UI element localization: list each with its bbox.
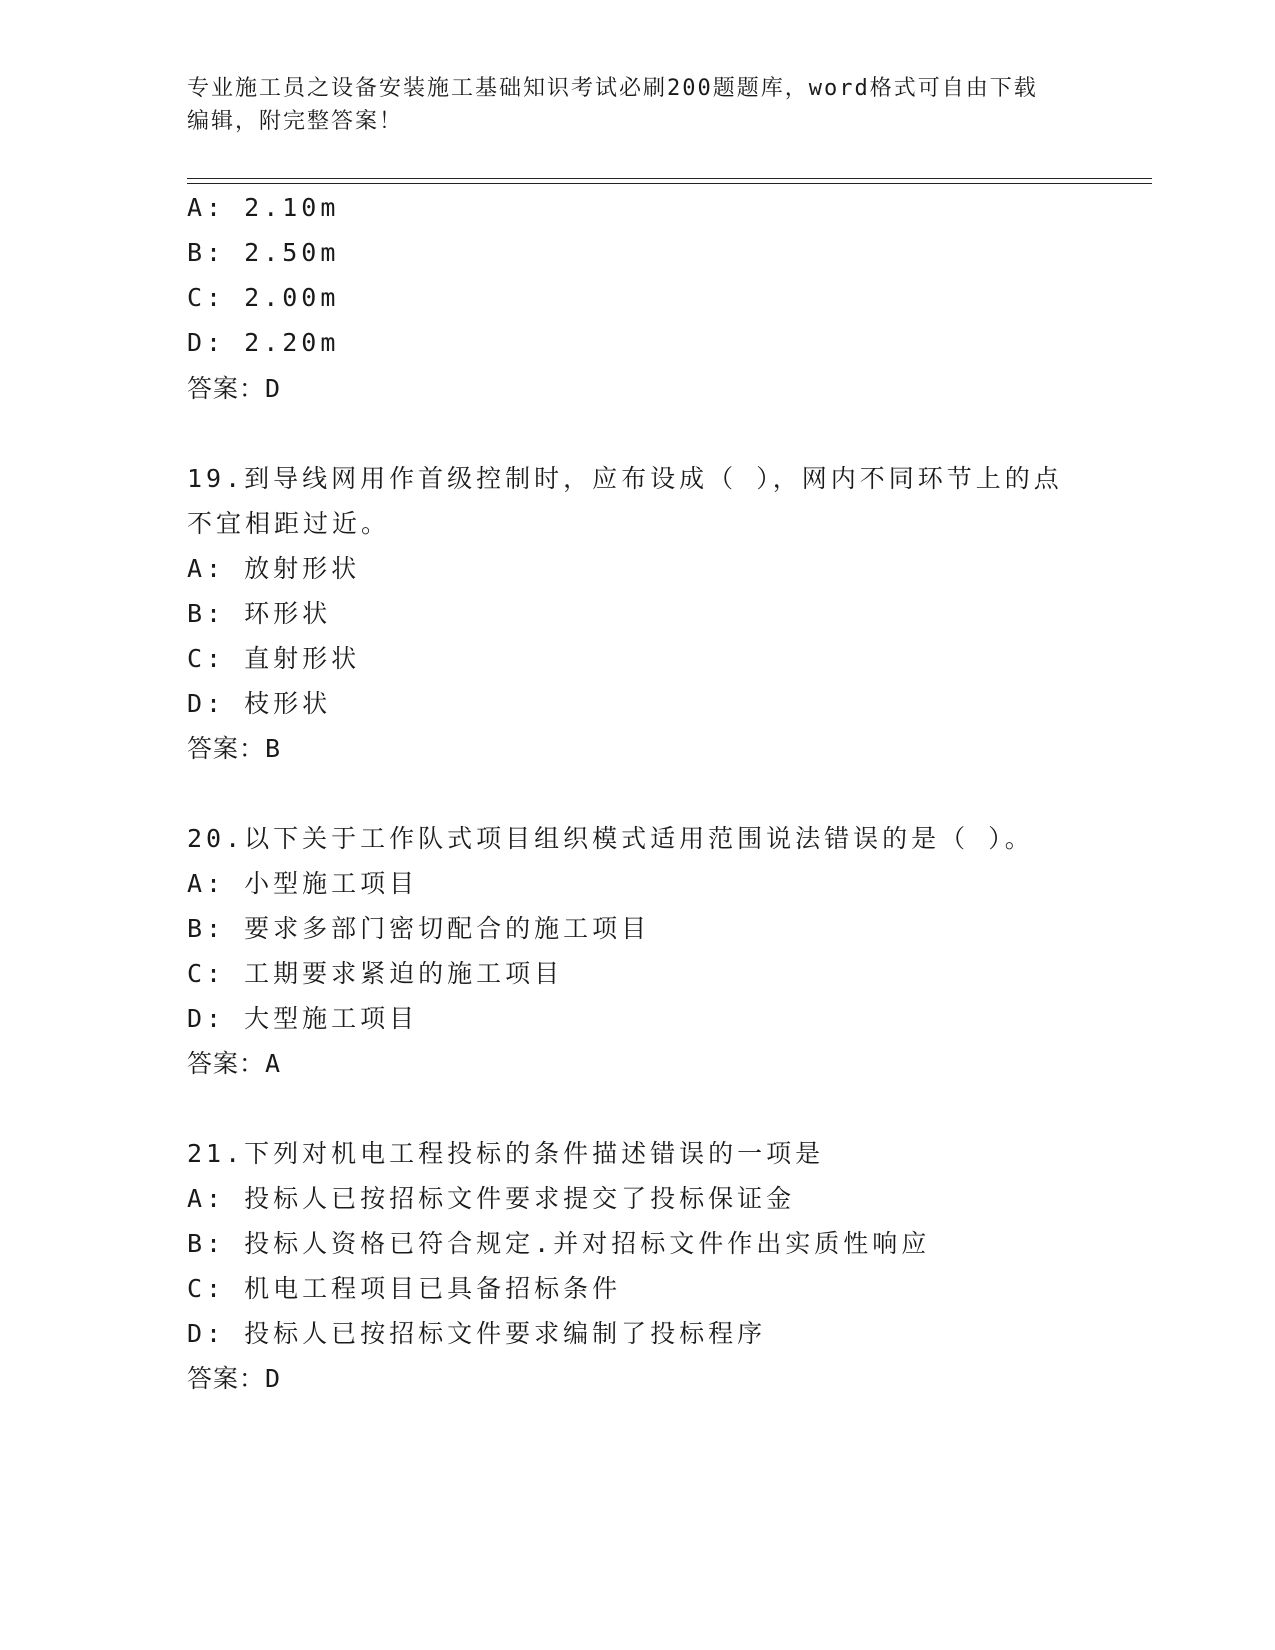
q20-answer: 答案：A <box>187 1049 282 1078</box>
q20-option-c: C: 工期要求紧迫的施工项目 <box>187 959 564 988</box>
header-divider-top <box>187 178 1152 179</box>
q19-option-a: A: 放射形状 <box>187 554 361 583</box>
q21-option-a: A: 投标人已按招标文件要求提交了投标保证金 <box>187 1184 796 1213</box>
q21-option-d: D: 投标人已按招标文件要求编制了投标程序 <box>187 1319 767 1348</box>
header-divider-bottom <box>187 183 1152 184</box>
q19-option-c: C: 直射形状 <box>187 644 361 673</box>
q20-stem: 20.以下关于工作队式项目组织模式适用范围说法错误的是（ ）。 <box>187 824 1034 853</box>
header-line-2: 编辑，附完整答案！ <box>187 109 404 134</box>
q18-option-a: A: 2.10m <box>187 193 340 222</box>
q21-stem: 21.下列对机电工程投标的条件描述错误的一项是 <box>187 1139 825 1168</box>
q19-stem-line-2: 不宜相距过近。 <box>187 509 391 538</box>
q19-option-d: D: 枝形状 <box>187 689 332 718</box>
page-header <box>187 72 1067 138</box>
q20-option-d: D: 大型施工项目 <box>187 1004 419 1033</box>
q18-answer: 答案：D <box>187 374 282 403</box>
q21-option-b: B: 投标人资格已符合规定.并对招标文件作出实质性响应 <box>187 1229 931 1258</box>
q20-option-a: A: 小型施工项目 <box>187 869 419 898</box>
q18-option-b: B: 2.50m <box>187 238 340 267</box>
q20-option-b: B: 要求多部门密切配合的施工项目 <box>187 914 651 943</box>
q18-option-d: D: 2.20m <box>187 328 340 357</box>
q21-answer: 答案：D <box>187 1364 282 1393</box>
q19-option-b: B: 环形状 <box>187 599 332 628</box>
q19-stem-line-1: 19.到导线网用作首级控制时，应布设成（ ），网内不同环节上的点 <box>187 464 1063 493</box>
q18-option-c: C: 2.00m <box>187 283 340 312</box>
q19-answer: 答案：B <box>187 734 282 763</box>
header-line-1: 专业施工员之设备安装施工基础知识考试必刷200题题库，word格式可自由下载 <box>187 76 1038 101</box>
q21-option-c: C: 机电工程项目已具备招标条件 <box>187 1274 622 1303</box>
